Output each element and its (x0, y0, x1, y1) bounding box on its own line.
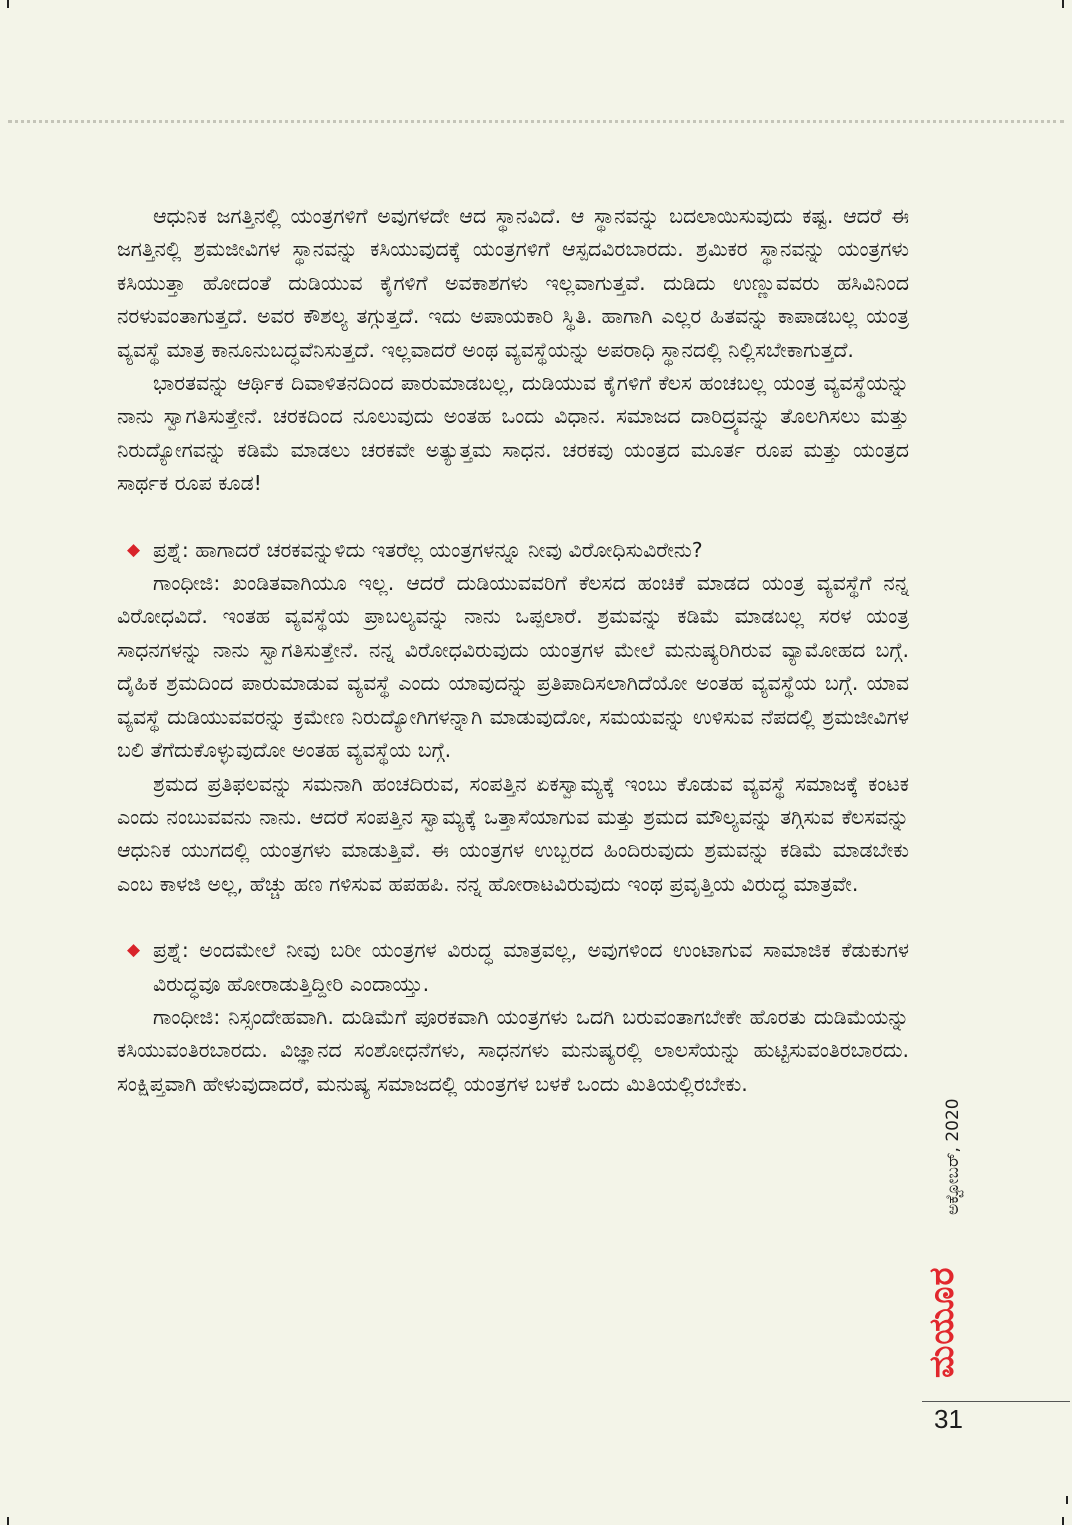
magazine-logo: ಮಯೂರ (922, 1266, 962, 1378)
diamond-bullet-icon: ◆ (127, 940, 141, 961)
diamond-bullet-icon: ◆ (127, 539, 141, 560)
question-2-text: ಪ್ರಶ್ನೆ: ಅಂದಮೇಲೆ ನೀವು ಬರೀ ಯಂತ್ರಗಳ ವಿರುದ್ಧ ಮಾತ್ರವಲ್ಲ, ಅವುಗಳಿಂದ ಉಂಟಾಗುವ ಸಾಮಾಜಿಕ ಕೆಡುಕುಗಳ ವಿರುದ್ಧವೂ ಹೋರಾಡುತ್ತಿದ್ದೀರಿ ಎಂದಾಯ್ತು. (153, 938, 909, 996)
crop-mark-top-right (1062, 0, 1064, 8)
crop-mark-bottom-left (7, 1517, 9, 1525)
answer-2: ಗಾಂಧೀಜಿ: ನಿಸ್ಸಂದೇಹವಾಗಿ. ದುಡಿಮೆಗೆ ಪೂರಕವಾಗಿ ಯಂತ್ರಗಳು ಒದಗಿ ಬರುವಂತಾಗಬೇಕೇ ಹೊರತು ದುಡಿಮೆಯನ್ನು ಕಸಿಯುವಂತಿರಬಾರದು. ವಿಜ್ಞಾನದ ಸಂಶೋಧನೆಗಳು, ಸಾಧನಗಳು ಮನುಷ್ಯರಲ್ಲಿ ಲಾಲಸೆಯನ್ನು ಹುಟ್ಟಿಸುವಂತಿರಬಾರದು. ಸಂಕ್ಷಿಪ್ತವಾಗಿ ಹೇಳುವುದಾದರೆ, ಮನುಷ್ಯ ಸಮಾಜದಲ್ಲಿ ಯಂತ್ರಗಳ ಬಳಕೆ ಒಂದು ಮಿತಿಯಲ್ಲಿರಬೇಕು. (117, 1004, 909, 1096)
paragraph-2: ಭಾರತವನ್ನು ಆರ್ಥಿಕ ದಿವಾಳಿತನದಿಂದ ಪಾರುಮಾಡಬಲ್ಲ, ದುಡಿಯುವ ಕೈಗಳಿಗೆ ಕೆಲಸ ಹಂಚಬಲ್ಲ ಯಂತ್ರ ವ್ಯವಸ್ಥೆಯನ್ನು ನಾನು ಸ್ವಾಗತಿಸುತ್ತೇನೆ. ಚರಕದಿಂದ ನೂಲುವುದು ಅಂತಹ ಒಂದು ವಿಧಾನ. ಸಮಾಜದ ದಾರಿದ್ರ್ಯವನ್ನು ತೊಲಗಿಸಲು ಮತ್ತು ನಿರುದ್ಯೋಗವನ್ನು ಕಡಿಮೆ ಮಾಡಲು ಚರಕವೇ ಅತ್ಯುತ್ತಮ ಸಾಧನ. ಚರಕವು ಯಂತ್ರದ ಮೂರ್ತ ರೂಪ ಮತ್ತು ಯಂತ್ರದ ಸಾರ್ಥಕ ರೂಪ ಕೂಡ! (117, 371, 909, 496)
crop-mark-bottom-right (1062, 1517, 1064, 1525)
question-1-text: ಪ್ರಶ್ನೆ: ಹಾಗಾದರೆ ಚರಕವನ್ನುಳಿದು ಇತರೆಲ್ಲ ಯಂತ್ರಗಳನ್ನೂ ನೀವು ವಿರೋಧಿಸುವಿರೇನು? (153, 537, 703, 562)
answer-1: ಗಾಂಧೀಜಿ: ಖಂಡಿತವಾಗಿಯೂ ಇಲ್ಲ. ಆದರೆ ದುಡಿಯುವವರಿಗೆ ಕೆಲಸದ ಹಂಚಿಕೆ ಮಾಡದ ಯಂತ್ರ ವ್ಯವಸ್ಥೆಗೆ ನನ್ನ ವಿರೋಧವಿದೆ. ಇಂತಹ ವ್ಯವಸ್ಥೆಯ ಪ್ರಾಬಲ್ಯವನ್ನು ನಾನು ಒಪ್ಪಲಾರೆ. ಶ್ರಮವನ್ನು ಕಡಿಮೆ ಮಾಡಬಲ್ಲ ಸರಳ ಯಂತ್ರ ಸಾಧನಗಳನ್ನು ನಾನು ಸ್ವಾಗತಿಸುತ್ತೇನೆ. ನನ್ನ ವಿರೋಧವಿರುವುದು ಯಂತ್ರಗಳ ಮೇಲೆ ಮನುಷ್ಯರಿಗಿರುವ ವ್ಯಾಮೋಹದ ಬಗ್ಗೆ. ದೈಹಿಕ ಶ್ರಮದಿಂದ ಪಾರುಮಾಡುವ ವ್ಯವಸ್ಥೆ ಎಂದು ಯಾವುದನ್ನು ಪ್ರತಿಪಾದಿಸಲಾಗಿದೆಯೋ ಅಂತಹ ವ್ಯವಸ್ಥೆಯ ಬಗ್ಗೆ. ಯಾವ ವ್ಯವಸ್ಥೆ ದುಡಿಯುವವರನ್ನು ಕ್ರಮೇಣ ನಿರುದ್ಯೋಗಿಗಳನ್ನಾಗಿ ಮಾಡುವುದೋ, ಸಮಯವನ್ನು ಉಳಿಸುವ ನೆಪದಲ್ಲಿ ಶ್ರಮಜೀವಿಗಳ ಬಲಿ ತೆಗೆದುಕೊಳ್ಳುವುದೋ ಅಂತಹ ವ್ಯವಸ್ಥೆಯ ಬಗ್ಗೆ. (117, 571, 909, 763)
question-1 (117, 534, 909, 567)
crop-mark-right-middle (1066, 1496, 1068, 1504)
issue-date: ಅಕ್ಟೋಬರ್, 2020 (943, 1098, 963, 1215)
question-2 (117, 934, 909, 1001)
top-dotted-divider (8, 120, 1064, 123)
page-number: 31 (934, 1404, 963, 1434)
folio-divider (922, 1401, 1070, 1402)
paragraph-1: ಆಧುನಿಕ ಜಗತ್ತಿನಲ್ಲಿ ಯಂತ್ರಗಳಿಗೆ ಅವುಗಳದೇ ಆದ ಸ್ಥಾನವಿದೆ. ಆ ಸ್ಥಾನವನ್ನು ಬದಲಾಯಿಸುವುದು ಕಷ್ಟ. ಆದರೆ ಈ ಜಗತ್ತಿನಲ್ಲಿ ಶ್ರಮಜೀವಿಗಳ ಸ್ಥಾನವನ್ನು ಕಸಿಯುವುದಕ್ಕೆ ಯಂತ್ರಗಳಿಗೆ ಆಸ್ಪದವಿರಬಾರದು. ಶ್ರಮಿಕರ ಸ್ಥಾನವನ್ನು ಯಂತ್ರಗಳು ಕಸಿಯುತ್ತಾ ಹೋದಂತೆ ದುಡಿಯುವ ಕೈಗಳಿಗೆ ಅವಕಾಶಗಳು ಇಲ್ಲವಾಗುತ್ತವೆ. ದುಡಿದು ಉಣ್ಣುವವರು ಹಸಿವಿನಿಂದ ನರಳುವಂತಾಗುತ್ತದೆ. ಅವರ ಕೌಶಲ್ಯ ತಗ್ಗುತ್ತದೆ. ಇದು ಅಪಾಯಕಾರಿ ಸ್ಥಿತಿ. ಹಾಗಾಗಿ ಎಲ್ಲರ ಹಿತವನ್ನು ಕಾಪಾಡಬಲ್ಲ ಯಂತ್ರ ವ್ಯವಸ್ಥೆ ಮಾತ್ರ ಕಾನೂನುಬದ್ಧವೆನಿಸುತ್ತದೆ. ಇಲ್ಲವಾದರೆ ಅಂಥ ವ್ಯವಸ್ಥೆಯನ್ನು ಅಪರಾಧಿ ಸ್ಥಾನದಲ್ಲಿ ನಿಲ್ಲಿಸಬೇಕಾಗುತ್ತದೆ. (117, 204, 909, 362)
paragraph-5: ಶ್ರಮದ ಪ್ರತಿಫಲವನ್ನು ಸಮನಾಗಿ ಹಂಚದಿರುವ, ಸಂಪತ್ತಿನ ಏಕಸ್ವಾಮ್ಯಕ್ಕೆ ಇಂಬು ಕೊಡುವ ವ್ಯವಸ್ಥೆ ಸಮಾಜಕ್ಕೆ ಕಂಟಕ ಎಂದು ನಂಬುವವನು ನಾನು. ಆದರೆ ಸಂಪತ್ತಿನ ಸ್ವಾಮ್ಯಕ್ಕೆ ಒತ್ತಾಸೆಯಾಗುವ ಮತ್ತು ಶ್ರಮದ ಮೌಲ್ಯವನ್ನು ತಗ್ಗಿಸುವ ಕೆಲಸವನ್ನು ಆಧುನಿಕ ಯುಗದಲ್ಲಿ ಯಂತ್ರಗಳು ಮಾಡುತ್ತಿವೆ. ಈ ಯಂತ್ರಗಳ ಉಬ್ಬರದ ಹಿಂದಿರುವುದು ಶ್ರಮವನ್ನು ಕಡಿಮೆ ಮಾಡಬೇಕು ಎಂಬ ಕಾಳಜಿ ಅಲ್ಲ, ಹೆಚ್ಚು ಹಣ ಗಳಿಸುವ ಹಪಹಪಿ. ನನ್ನ ಹೋರಾಟವಿರುವುದು ಇಂಥ ಪ್ರವೃತ್ತಿಯ ವಿರುದ್ಧ ಮಾತ್ರವೇ. (117, 771, 909, 896)
crop-mark-top-left (7, 0, 9, 8)
article-body (117, 200, 909, 1101)
